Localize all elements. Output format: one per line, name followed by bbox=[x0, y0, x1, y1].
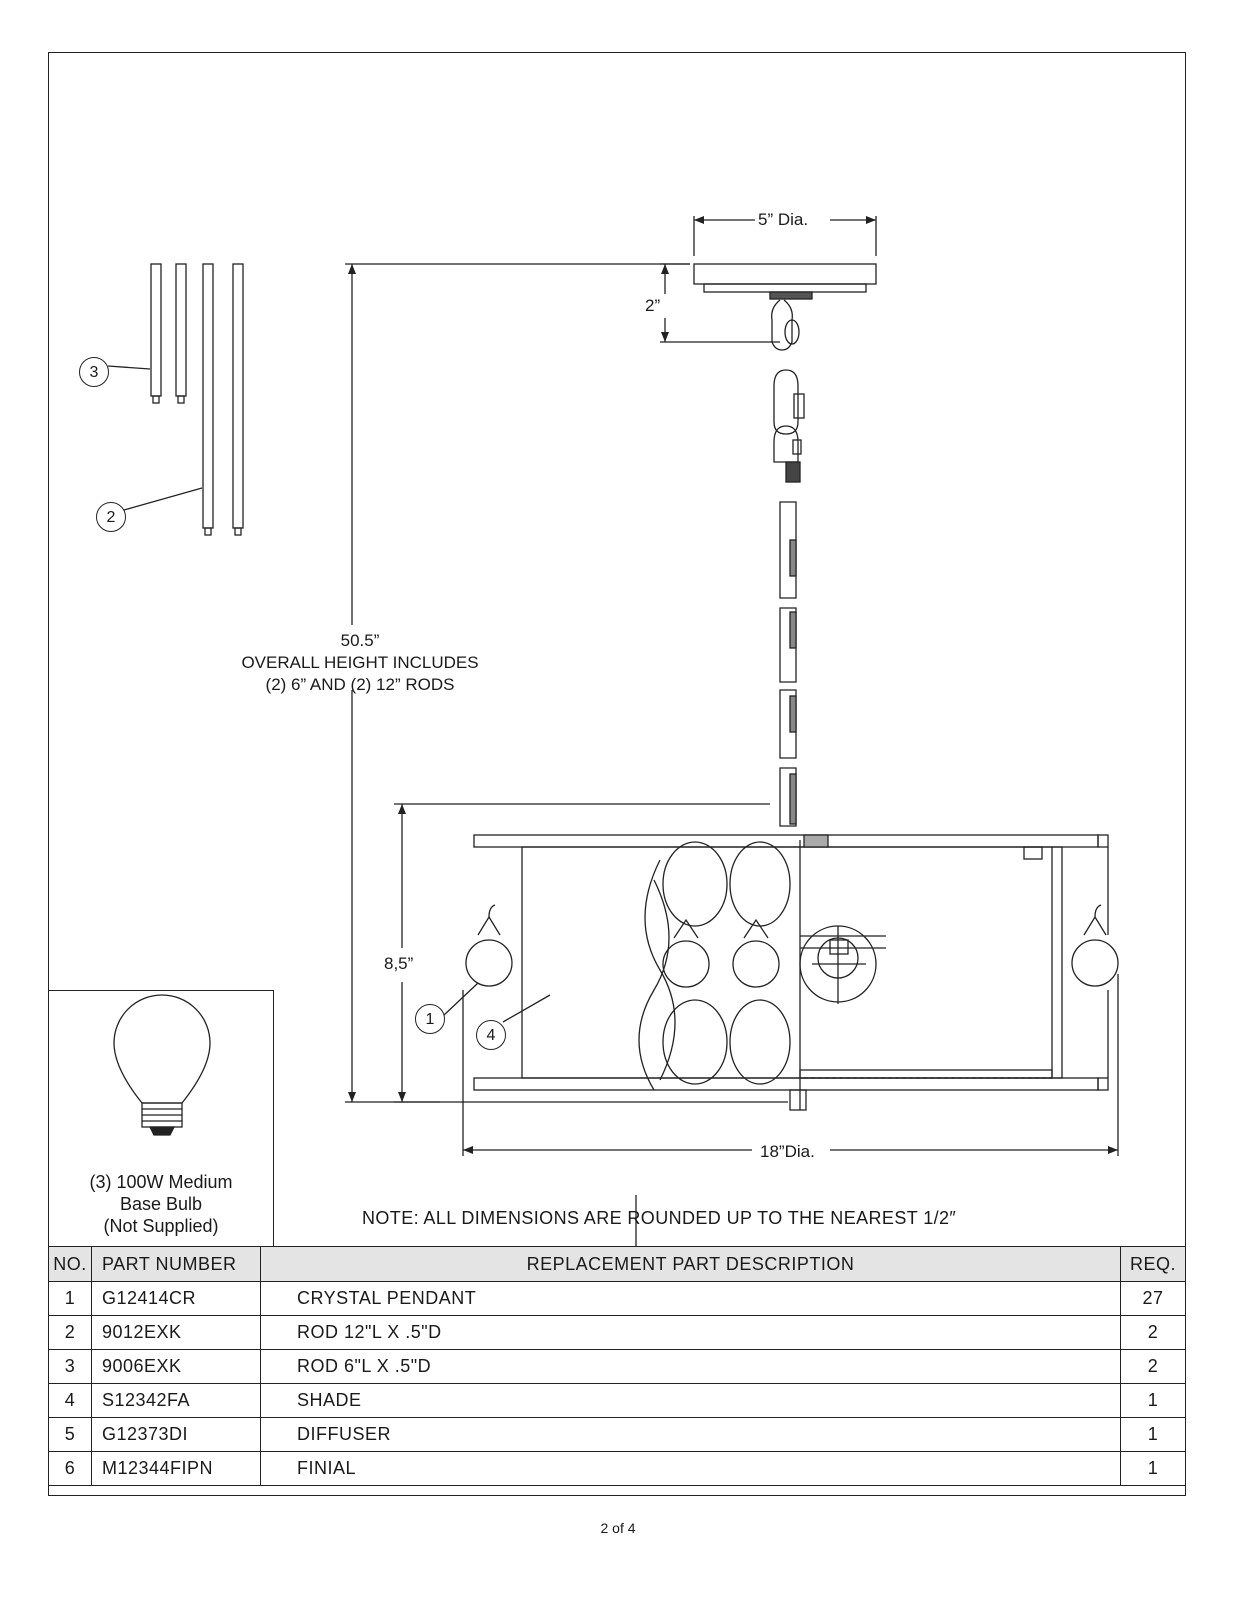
table-row bbox=[49, 1282, 1186, 1316]
canopy-height-label: 2” bbox=[645, 296, 661, 315]
row-req: 1 bbox=[1121, 1452, 1186, 1486]
row-req: 2 bbox=[1121, 1350, 1186, 1384]
fixture-body-drawing bbox=[443, 835, 1118, 1110]
row-no: 5 bbox=[49, 1418, 92, 1452]
row-part-number: M12344FIPN bbox=[92, 1452, 261, 1486]
stem-rods-drawing bbox=[780, 502, 796, 826]
table-row bbox=[49, 1350, 1186, 1384]
row-description: DIFFUSER bbox=[261, 1418, 1121, 1452]
row-part-number: S12342FA bbox=[92, 1384, 261, 1418]
chain-drawing bbox=[774, 370, 804, 482]
header-req: REQ. bbox=[1121, 1247, 1186, 1282]
row-no: 6 bbox=[49, 1452, 92, 1486]
row-part-number: G12414CR bbox=[92, 1282, 261, 1316]
bulb-line3: (Not Supplied) bbox=[103, 1216, 219, 1236]
overall-height-block bbox=[190, 630, 530, 696]
row-description: ROD 12"L X .5"D bbox=[261, 1316, 1121, 1350]
callout-3: 3 bbox=[79, 357, 109, 387]
overall-height-line2: (2) 6” AND (2) 12” RODS bbox=[265, 675, 455, 694]
table-row bbox=[49, 1316, 1186, 1350]
callout-4: 4 bbox=[476, 1020, 506, 1050]
row-description: SHADE bbox=[261, 1384, 1121, 1418]
row-req: 27 bbox=[1121, 1282, 1186, 1316]
body-diameter-label: 18”Dia. bbox=[760, 1142, 815, 1161]
row-req: 1 bbox=[1121, 1418, 1186, 1452]
body-height-label: 8,5” bbox=[384, 954, 414, 973]
callout-1: 1 bbox=[415, 1004, 445, 1034]
bulb-line2: Base Bulb bbox=[119, 1194, 203, 1214]
row-no: 4 bbox=[49, 1384, 92, 1418]
bulb-text bbox=[48, 1171, 274, 1237]
overall-height-value: 50.5” bbox=[340, 631, 380, 650]
row-part-number: 9006EXK bbox=[92, 1350, 261, 1384]
canopy-drawing bbox=[694, 264, 876, 350]
row-req: 2 bbox=[1121, 1316, 1186, 1350]
row-description: ROD 6"L X .5"D bbox=[261, 1350, 1121, 1384]
row-description: CRYSTAL PENDANT bbox=[261, 1282, 1121, 1316]
row-no: 3 bbox=[49, 1350, 92, 1384]
bulb-line1: (3) 100W Medium bbox=[89, 1172, 233, 1192]
table-row bbox=[49, 1418, 1186, 1452]
header-description: REPLACEMENT PART DESCRIPTION bbox=[261, 1247, 1121, 1282]
row-description: FINIAL bbox=[261, 1452, 1121, 1486]
row-part-number: 9012EXK bbox=[92, 1316, 261, 1350]
table-row bbox=[49, 1452, 1186, 1486]
rod-parts-drawing bbox=[108, 264, 243, 535]
bulb-info-box bbox=[48, 990, 274, 1246]
dimensions-note: NOTE: ALL DIMENSIONS ARE ROUNDED UP TO THE NEAREST 1/2″ bbox=[362, 1208, 957, 1228]
callout-2: 2 bbox=[96, 502, 126, 532]
table-row bbox=[49, 1384, 1186, 1418]
parts-table bbox=[48, 1246, 1186, 1486]
row-part-number: G12373DI bbox=[92, 1418, 261, 1452]
row-no: 1 bbox=[49, 1282, 92, 1316]
canopy-diameter-label: 5” Dia. bbox=[758, 210, 809, 229]
row-no: 2 bbox=[49, 1316, 92, 1350]
page-number: 2 of 4 bbox=[600, 1520, 636, 1536]
overall-height-line1: OVERALL HEIGHT INCLUDES bbox=[241, 653, 479, 672]
header-no: NO. bbox=[49, 1247, 92, 1282]
row-req: 1 bbox=[1121, 1384, 1186, 1418]
table-header-row bbox=[49, 1247, 1186, 1282]
header-part-number: PART NUMBER bbox=[92, 1247, 261, 1282]
